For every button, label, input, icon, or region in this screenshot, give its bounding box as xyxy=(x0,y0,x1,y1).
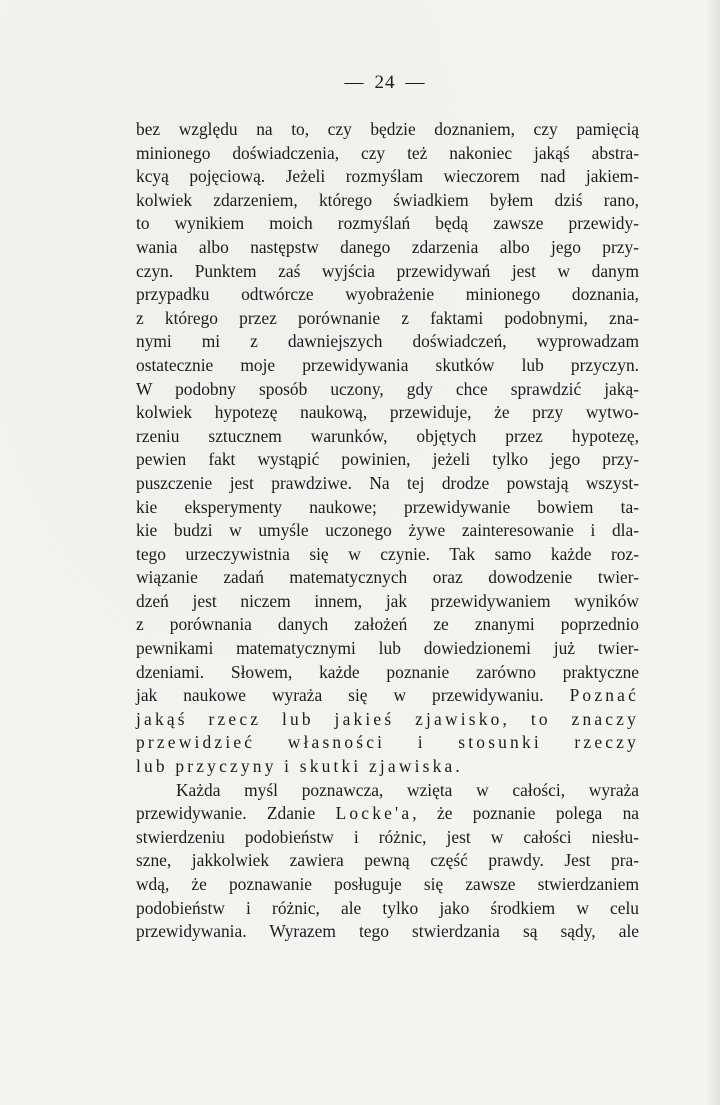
page-number-value: 24 xyxy=(374,72,396,93)
text-line: nymi mi z dawniejszych doświadczeń, wyprowadzam xyxy=(136,331,639,352)
spaced-emphasis-line: jakąś rzecz lub jakieś zjawisko, to znaczy xyxy=(136,708,639,729)
spaced-emphasis-line: lub przyczyny i skutki zjawiska. xyxy=(136,756,463,777)
text-line: z którego przez porównanie z faktami podobnymi, zna- xyxy=(136,307,639,328)
text-line: wania albo następstw danego zdarzenia albo jego przy- xyxy=(136,236,639,257)
text-line: przewidywanie. Zdanie Locke'a, że poznanie polega na xyxy=(136,803,639,824)
page-number xyxy=(0,72,720,94)
body-text xyxy=(136,118,639,944)
text-line: szne, jakkolwiek zawiera pewną część prawdy. Jest pra- xyxy=(136,850,639,871)
paragraph-1 xyxy=(136,118,639,779)
text-line: W podobny sposób uczony, gdy chce sprawdzić jaką- xyxy=(136,378,639,399)
text-line: minionego doświadczenia, czy też nakoniec jakąś abstra- xyxy=(136,142,639,163)
text-line: pewnikami matematycznymi lub dowiedzionemi już twier- xyxy=(136,638,639,659)
page-number-dash-left: — xyxy=(344,72,365,93)
text-line: Każda myśl poznawcza, wzięta w całości, wyraża xyxy=(176,779,639,800)
text-line: stwierdzeniu podobieństw i różnic, jest w całości niesłu- xyxy=(136,826,639,847)
text-line: rzeniu sztucznem warunków, objętych przez hypotezę, xyxy=(136,425,639,446)
text-run: jak naukowe wyraża się w przewidywaniu. xyxy=(136,685,544,706)
text-line: kolwiek zdarzeniem, którego świadkiem byłem dziś rano, xyxy=(136,189,639,210)
text-line: kie budzi w umyśle uczonego żywe zainteresowanie i dla- xyxy=(136,520,639,541)
spaced-name: Locke'a xyxy=(335,803,413,824)
text-line: to wynikiem moich rozmyślań będą zawsze przewidy- xyxy=(136,213,639,234)
text-line: ostatecznie moje przewidywania skutków lub przyczyn. xyxy=(136,354,639,375)
text-line: czyn. Punktem zaś wyjścia przewidywań jest w danym xyxy=(136,260,639,281)
text-line: bez względu na to, czy będzie doznaniem, czy pamięcią xyxy=(136,119,639,139)
text-line: dzeniami. Słowem, każde poznanie zarówno praktyczne xyxy=(136,661,639,682)
paragraph-2 xyxy=(136,779,639,944)
text-line: wdą, że poznawanie posługuje się zawsze stwierdzaniem xyxy=(136,874,639,894)
text-line: podobieństw i różnic, ale tylko jako środkiem w celu xyxy=(136,897,639,918)
text-line: tego urzeczywistnia się w czynie. Tak samo każde roz- xyxy=(136,543,639,564)
text-line-with-spaced xyxy=(136,684,639,708)
spaced-emphasis: Poznać xyxy=(569,685,639,706)
text-line: puszczenie jest prawdziwe. Na tej drodze powstają wszyst- xyxy=(136,472,639,493)
text-line: przypadku odtwórcze wyobrażenie minionego doznania, xyxy=(136,284,639,305)
text-line: kcyą pojęciową. Jeżeli rozmyślam wieczorem nad jakiem- xyxy=(136,166,639,187)
text-line: z porównania danych założeń ze znanymi poprzednio xyxy=(136,614,639,635)
text-line: wiązanie zadań matematycznych oraz dowodzenie twier- xyxy=(136,567,639,588)
page-number-dash-right: — xyxy=(405,72,426,93)
text-line: dzeń jest niczem innem, jak przewidywaniem wyników xyxy=(136,590,639,611)
text-line: przewidywania. Wyrazem tego stwierdzania są sądy, ale xyxy=(136,921,639,942)
spaced-emphasis-line: przewidzieć własności i stosunki rzeczy xyxy=(136,732,639,753)
text-line: kolwiek hypotezę naukową, przewiduje, że przy wytwo- xyxy=(136,402,639,423)
page-edge-shadow xyxy=(706,0,720,1105)
text-line: kie eksperymenty naukowe; przewidywanie bowiem ta- xyxy=(136,496,639,517)
text-line: pewien fakt wystąpić powinien, jeżeli tylko jego przy- xyxy=(136,449,639,470)
